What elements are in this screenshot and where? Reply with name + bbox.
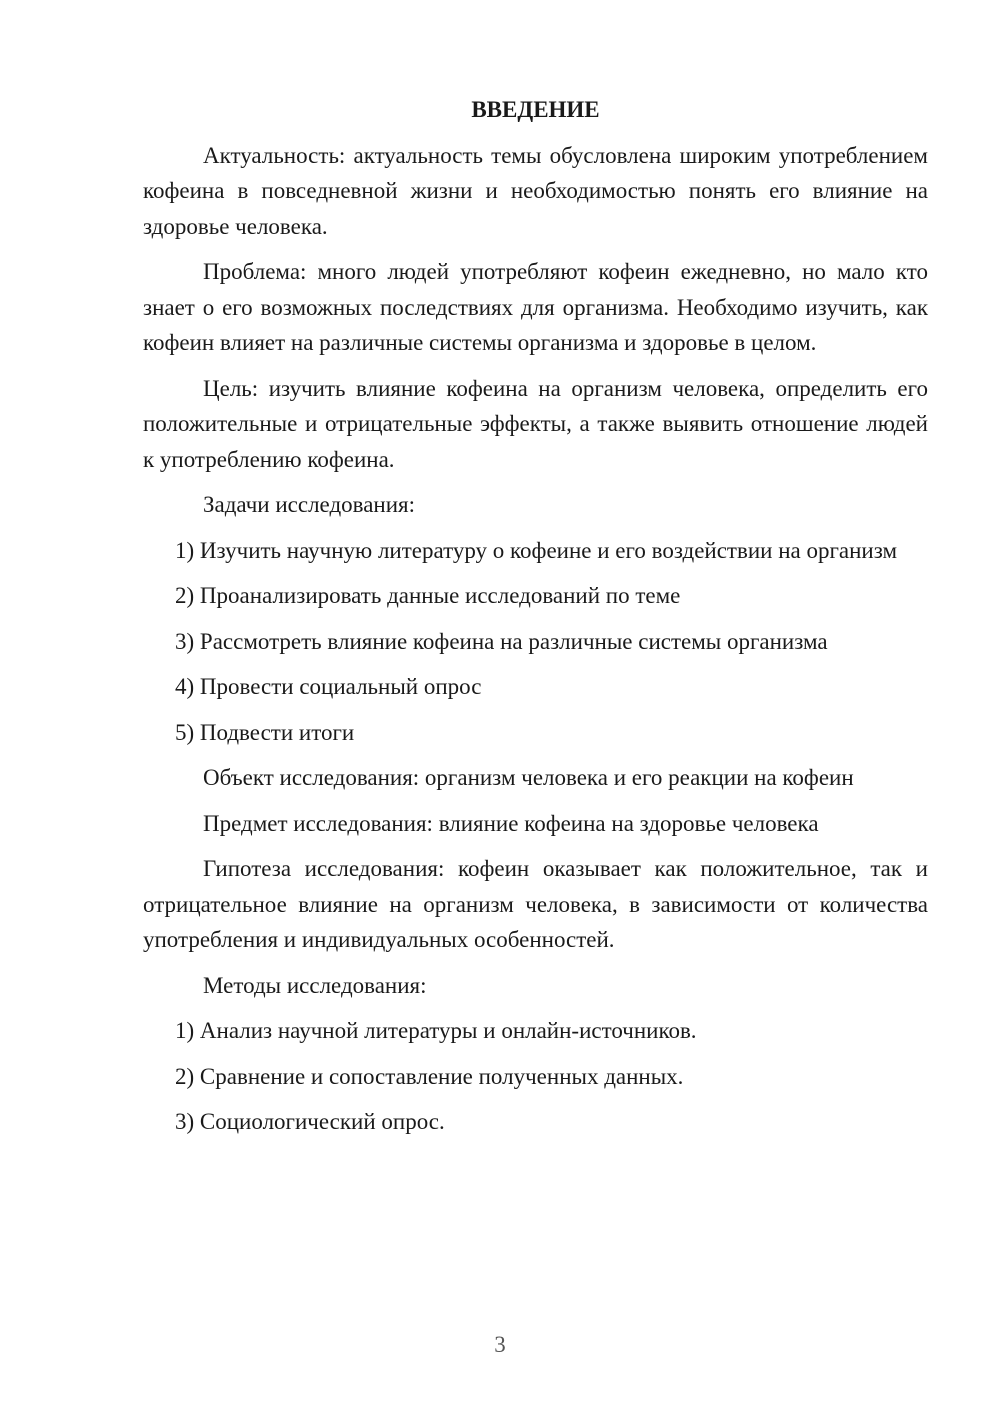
method-item-2: 2) Сравнение и сопоставление полученных данных. [175, 1063, 684, 1089]
task-item-2: 2) Проанализировать данные исследований по теме [175, 583, 681, 608]
page-number: 3 [494, 1332, 506, 1357]
task-item-1: 1) Изучить научную литературу о кофеине и его воздействии на организм [175, 537, 898, 563]
object-paragraph: Объект исследования: организм человека и его реакции на кофеин [203, 765, 854, 790]
tasks-list [143, 533, 928, 751]
problem-paragraph: Проблема: много людей употребляют кофеин ежедневно, но мало кто знает о его возможных последствиях для организма. Необходимо изучить, как кофеин влияет на различные системы организма и здоровье в целом. [143, 259, 928, 355]
section-title: ВВЕДЕНИЕ [471, 97, 600, 122]
document-page [143, 92, 928, 1150]
task-item-5: 5) Подвести итоги [175, 719, 355, 745]
method-item-1: 1) Анализ научной литературы и онлайн-источников. [175, 1018, 697, 1043]
relevance-paragraph: Актуальность: актуальность темы обусловлена широким употреблением кофеина в повседневной жизни и необходимостью понять его влияние на здоровье человека. [143, 142, 928, 239]
subject-paragraph: Предмет исследования: влияние кофеина на здоровье человека [203, 810, 819, 836]
hypothesis-paragraph: Гипотеза исследования: кофеин оказывает как положительное, так и отрицательное влияние на организм человека, в зависимости от количества употребления и индивидуальных особенностей. [143, 856, 928, 952]
goal-paragraph: Цель: изучить влияние кофеина на организм человека, определить его положительные и отрицательные эффекты, а также выявить отношение людей к употреблению кофеина. [143, 375, 928, 472]
task-item-4: 4) Провести социальный опрос [175, 674, 482, 699]
tasks-heading: Задачи исследования: [203, 492, 416, 517]
methods-heading: Методы исследования: [203, 972, 427, 998]
method-item-3: 3) Социологический опрос. [175, 1109, 445, 1134]
methods-list [143, 1013, 928, 1140]
task-item-3: 3) Рассмотреть влияние кофеина на различные системы организма [175, 628, 828, 654]
